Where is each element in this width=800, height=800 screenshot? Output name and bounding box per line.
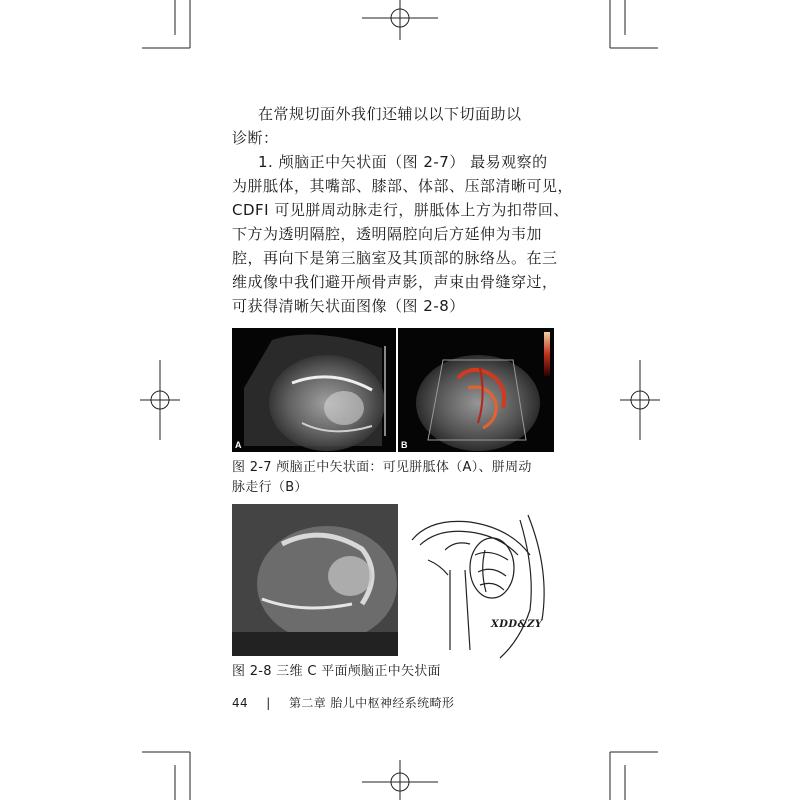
- sketch-signature: XDD&ZY: [491, 619, 543, 630]
- page-footer: [232, 694, 468, 711]
- ultrasound-image-b: [398, 328, 554, 452]
- chapter-title: 第二章 胎儿中枢神经系统畸形: [288, 696, 455, 710]
- text-line: 下方为透明隔腔，透明隔腔向后方延伸为韦加: [232, 225, 543, 243]
- figure-2-7-caption-line1: 图 2-7 颅脑正中矢状面：可见胼胝体（A）、胼周动: [232, 460, 532, 475]
- figure-2-8-caption: 图 2-8 三维 C 平面颅脑正中矢状面: [232, 664, 441, 679]
- text-line: 1. 颅脑正中矢状面（图 2-7） 最易观察的: [258, 153, 548, 171]
- ultrasound-image-a: [232, 328, 396, 452]
- text-line: CDFI 可见胼周动脉走行，胼胝体上方为扣带回、: [232, 201, 569, 219]
- text-line: 在常规切面外我们还辅以以下切面助以: [258, 105, 522, 123]
- footer-separator: |: [266, 696, 271, 710]
- text-line: 可获得清晰矢状面图像（图 2-8）: [232, 297, 465, 315]
- 3d-ultrasound-image: [232, 504, 398, 656]
- page-number: 44: [232, 696, 249, 710]
- panel-label-a: A: [235, 440, 242, 450]
- brain-sagittal-sketch: [400, 510, 560, 660]
- panel-label-b: B: [401, 440, 408, 450]
- figure-2-7-caption-line2: 脉走行（B）: [232, 480, 308, 495]
- text-line: 为胼胝体，其嘴部、膝部、体部、压部清晰可见，: [232, 177, 574, 195]
- text-line: 诊断：: [232, 129, 279, 147]
- text-line: 腔，再向下是第三脑室及其顶部的脉络丛。在三: [232, 249, 558, 267]
- text-line: 维成像中我们避开颅骨声影，声束由骨缝穿过，: [232, 273, 558, 291]
